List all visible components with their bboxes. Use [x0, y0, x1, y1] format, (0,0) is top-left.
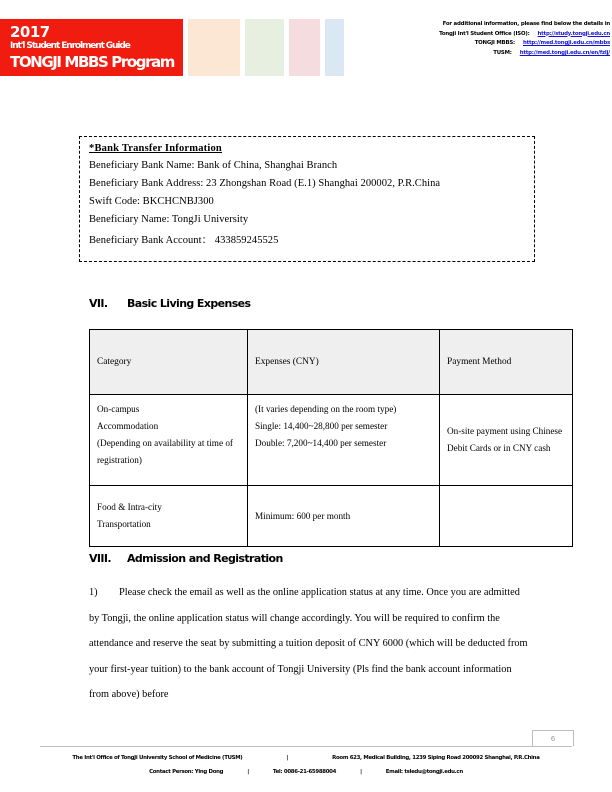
accommodation-line-1: On-campus	[97, 404, 140, 414]
table-cell-payment-accommodation: On-site payment using Chinese Debit Cards or in CNY cash	[440, 395, 573, 486]
section-vii-number: VII.	[89, 297, 108, 310]
accommodation-expense-double: Double: 7,200~14,400 per semester	[255, 438, 387, 448]
admission-paragraph	[89, 580, 531, 708]
header-color-swatch-green	[245, 19, 284, 76]
header-info-intro: For additional information, please find below the details in	[442, 21, 610, 27]
header-red-block	[0, 19, 183, 76]
footer-office-name: The Int'l Office of TongJi University School of Medicine (TUSM)	[72, 755, 243, 761]
food-transport-line-2: Transportation	[97, 519, 151, 529]
header-color-swatch-peach	[188, 19, 240, 76]
bank-swift-code: Swift Code: BKCHCNBJ300	[89, 196, 214, 207]
bank-beneficiary-bank-address: Beneficiary Bank Address: 23 Zhongshan Road (E.1) Shanghai 200002, P.R.China	[89, 178, 441, 189]
footer-telephone: Tel: 0086-21-65988004	[272, 769, 337, 775]
header-link-row-tusm	[355, 49, 610, 59]
header-subtitle: Int'l Student Enrolment Guide	[10, 41, 130, 51]
header-year: 2017	[10, 23, 50, 41]
section-vii-title: Basic Living Expenses	[127, 297, 251, 310]
footer-divider	[40, 746, 572, 747]
table-cell-expenses-food-transport: Minimum: 600 per month	[248, 486, 440, 547]
footer-divider-3: |	[360, 769, 362, 775]
bank-transfer-title: *Bank Transfer Information	[89, 143, 222, 154]
header-contact-info	[355, 20, 610, 58]
header-link-url-mbbs[interactable]: http://med.tongji.edu.cn/mbbs	[523, 40, 610, 47]
header-link-url-iso[interactable]: http://study.tongji.edu.cn	[537, 30, 610, 37]
table-cell-category-food-transport	[90, 486, 248, 547]
table-row	[90, 395, 573, 486]
footer-divider-2: |	[247, 769, 249, 775]
list-item-marker: 1)	[89, 587, 98, 598]
food-transport-line-1: Food & Intra-city	[97, 502, 162, 512]
header-link-row-iso	[355, 30, 610, 40]
accommodation-line-2: Accommodation	[97, 421, 159, 431]
table-cell-payment-food-transport	[440, 486, 573, 547]
header-link-url-tusm[interactable]: http://med.tongji.edu.cn/en/fzlj/	[519, 49, 610, 56]
header-color-swatch-blue	[325, 19, 344, 76]
bank-transfer-box	[79, 136, 535, 262]
table-header-category: Category	[90, 330, 248, 395]
page-footer	[0, 751, 612, 779]
footer-line-2	[0, 765, 612, 779]
admission-paragraph-text: Please check the email as well as the online application status at any time. Once you are admitted by Tongji, the online application status will change accordingly. You will be required to confirm the attendance and reserve the seat by submitting a tuition deposit of CNY 6000 (which will be deducted from your first-year tuition) to the bank account of Tongji University (Pls find the bank account information from above) before	[89, 587, 528, 700]
table-header-row	[90, 330, 573, 395]
section-heading-viii	[89, 552, 283, 565]
section-viii-number: VIII.	[89, 552, 111, 565]
footer-address: Room 623, Medical Building, 1239 Siping Road 200092 Shanghai, P.R.China	[332, 755, 540, 761]
header-link-row-mbbs	[355, 39, 610, 49]
section-heading-vii	[89, 297, 250, 310]
table-cell-category-accommodation	[90, 395, 248, 486]
header-link-label-tusm: TUSM:	[493, 49, 512, 56]
header-link-label-mbbs: TONGJI MBBS:	[474, 40, 515, 47]
bank-beneficiary-bank-name: Beneficiary Bank Name: Bank of China, Shanghai Branch	[89, 160, 338, 171]
header-link-label-iso: Tongji Int'l Student Office (ISO):	[439, 30, 530, 37]
footer-email: Email: tsledu@tongji.edu.cn	[385, 769, 463, 775]
footer-divider-1: |	[286, 755, 289, 761]
accommodation-expense-note: (It varies depending on the room type)	[255, 404, 397, 414]
living-expenses-table	[89, 329, 573, 547]
footer-line-1	[0, 751, 612, 765]
accommodation-line-3: (Depending on availability at time of registration)	[97, 438, 233, 465]
table-row	[90, 486, 573, 547]
header-color-swatch-pink	[289, 19, 320, 76]
bank-beneficiary-name: Beneficiary Name: TongJi University	[89, 214, 249, 225]
section-viii-title: Admission and Registration	[127, 552, 283, 565]
table-header-expenses: Expenses (CNY)	[248, 330, 440, 395]
table-cell-expenses-accommodation	[248, 395, 440, 486]
table-header-payment-method: Payment Method	[440, 330, 573, 395]
page-number-tab: 6	[532, 730, 574, 746]
footer-contact-person: Contact Person: Ying Dong	[149, 769, 224, 775]
accommodation-expense-single: Single: 14,400~28,800 per semester	[255, 421, 388, 431]
header-program-title: TONGJI MBBS Program	[10, 53, 175, 71]
bank-beneficiary-account: Beneficiary Bank Account： 433859245525	[89, 235, 279, 246]
